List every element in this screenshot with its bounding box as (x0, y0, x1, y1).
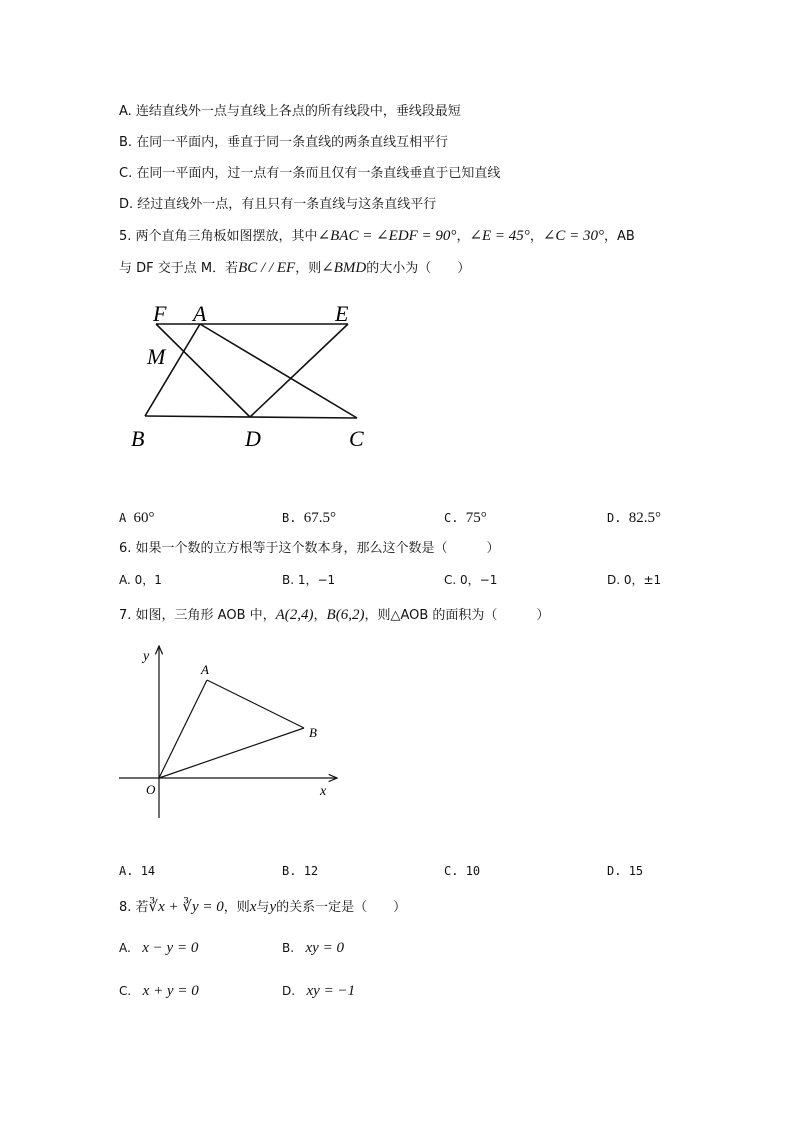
stem-text: ， (529, 229, 543, 244)
point-b-coords: B(6,2) (326, 607, 365, 623)
label-a: A (201, 662, 209, 677)
q6-option-c: C. 0，−1 (444, 573, 498, 587)
variable-x: x (249, 899, 257, 915)
q6-option-a: A. 0，1 (119, 573, 162, 587)
prev-option-d: D. 经过直线外一点，有且只有一条直线与这条直线平行 (119, 197, 437, 212)
option-value: 12 (303, 864, 319, 878)
option-key: B. (282, 864, 297, 878)
stem-text: ，则 (295, 261, 322, 276)
stem-text: ， (313, 608, 327, 623)
option-value: 75° (465, 510, 487, 526)
option-value: 82.5° (628, 510, 661, 526)
q7-option-c (444, 863, 480, 879)
question-5-stem-line2 (119, 259, 470, 278)
prev-option-a: A. 连结直线外一点与直线上各点的所有线段中，垂线段最短 (119, 104, 461, 119)
option-value: 10 (465, 864, 481, 878)
angle-expression: ∠BAC = ∠EDF = 90° (317, 228, 457, 244)
segment-ob (159, 728, 304, 778)
segment-fb (145, 324, 200, 416)
option-key: C. (444, 864, 459, 878)
q5-option-a (119, 510, 154, 526)
label-d: D (245, 426, 261, 451)
stem-text: 与 DF 交于点 M．若 (119, 261, 239, 276)
q5-option-c (444, 510, 487, 526)
prev-option-b: B. 在同一平面内，垂直于同一条直线的两条直线互相平行 (119, 135, 449, 150)
option-key: A (119, 511, 127, 525)
q8-option-d (282, 983, 355, 999)
stem-text: ，则△AOB 的面积为（ ） (364, 608, 550, 623)
option-value: xy = 0 (305, 940, 344, 956)
option-value: x − y = 0 (142, 940, 199, 956)
label-x: x (320, 784, 327, 799)
option-key: C. (444, 511, 459, 525)
point-a-coords: A(2,4) (275, 607, 314, 623)
stem-text: ， (456, 229, 470, 244)
stem-text: ，则 (223, 900, 250, 915)
stem-text: ，AB (604, 229, 635, 244)
option-key: D. (607, 511, 622, 525)
option-key: D. (282, 984, 296, 998)
option-key: D. (607, 864, 622, 878)
q7-option-a (119, 863, 155, 879)
stem-text: 两个直角三角板如图摆放，其中 (135, 229, 318, 244)
stem-text: 与 (256, 900, 270, 915)
stem-text: 7. 如图，三角形 AOB 中， (119, 608, 276, 623)
label-m: M (147, 344, 166, 369)
option-value: 14 (140, 864, 156, 878)
question-8-stem (119, 898, 406, 917)
figure-coordinate-triangle (115, 640, 355, 825)
label-c: C (349, 426, 364, 451)
label-f: F (153, 301, 167, 326)
label-o: O (146, 782, 156, 797)
stem-text: 8. 若 (119, 900, 149, 915)
cube-root-equation: ∛x + ∛y = 0 (148, 899, 224, 915)
stem-text: 的大小为（ ） (366, 261, 471, 276)
parallel-expression: BC / / EF (238, 260, 296, 276)
angle-expression: ∠E = 45° (469, 228, 530, 244)
option-key: B. (282, 941, 295, 955)
q7-option-b (282, 863, 318, 879)
option-key: B. (282, 511, 297, 525)
option-value: 15 (628, 864, 644, 878)
angle-expression: ∠C = 30° (542, 228, 605, 244)
q5-option-b (282, 510, 336, 526)
option-key: C. (119, 984, 132, 998)
variable-y: y (269, 899, 277, 915)
q6-option-b: B. 1，−1 (282, 573, 336, 587)
option-value: 67.5° (303, 510, 336, 526)
label-b: B (309, 725, 317, 740)
question-7-stem (119, 606, 549, 625)
option-value: x + y = 0 (142, 983, 199, 999)
option-value: xy = −1 (306, 983, 356, 999)
label-b: B (131, 426, 145, 451)
question-6-stem: 6. 如果一个数的立方根等于这个数本身，那么这个数是（ ） (119, 541, 500, 556)
q5-option-d (607, 510, 661, 526)
q8-option-c (119, 983, 199, 999)
stem-text: 的关系一定是（ ） (276, 900, 407, 915)
q7-option-d (607, 863, 643, 879)
q6-option-d: D. 0，±1 (607, 573, 662, 587)
option-value: 60° (133, 510, 155, 526)
option-key: A. (119, 864, 134, 878)
option-key: A. (119, 941, 131, 955)
figure-triangles (125, 296, 385, 456)
prev-option-c: C. 在同一平面内，过一点有一条而且仅有一条直线垂直于已知直线 (119, 166, 501, 181)
label-y: y (143, 649, 150, 664)
question-5-stem-line1 (119, 227, 635, 246)
label-a: A (193, 301, 207, 326)
segment-fd (156, 324, 250, 417)
question-number: 5. (119, 229, 132, 244)
segment-ab (207, 680, 304, 728)
label-e: E (335, 301, 349, 326)
angle-expression: ∠BMD (321, 260, 367, 276)
q8-option-a (119, 940, 198, 956)
q8-option-b (282, 940, 344, 956)
